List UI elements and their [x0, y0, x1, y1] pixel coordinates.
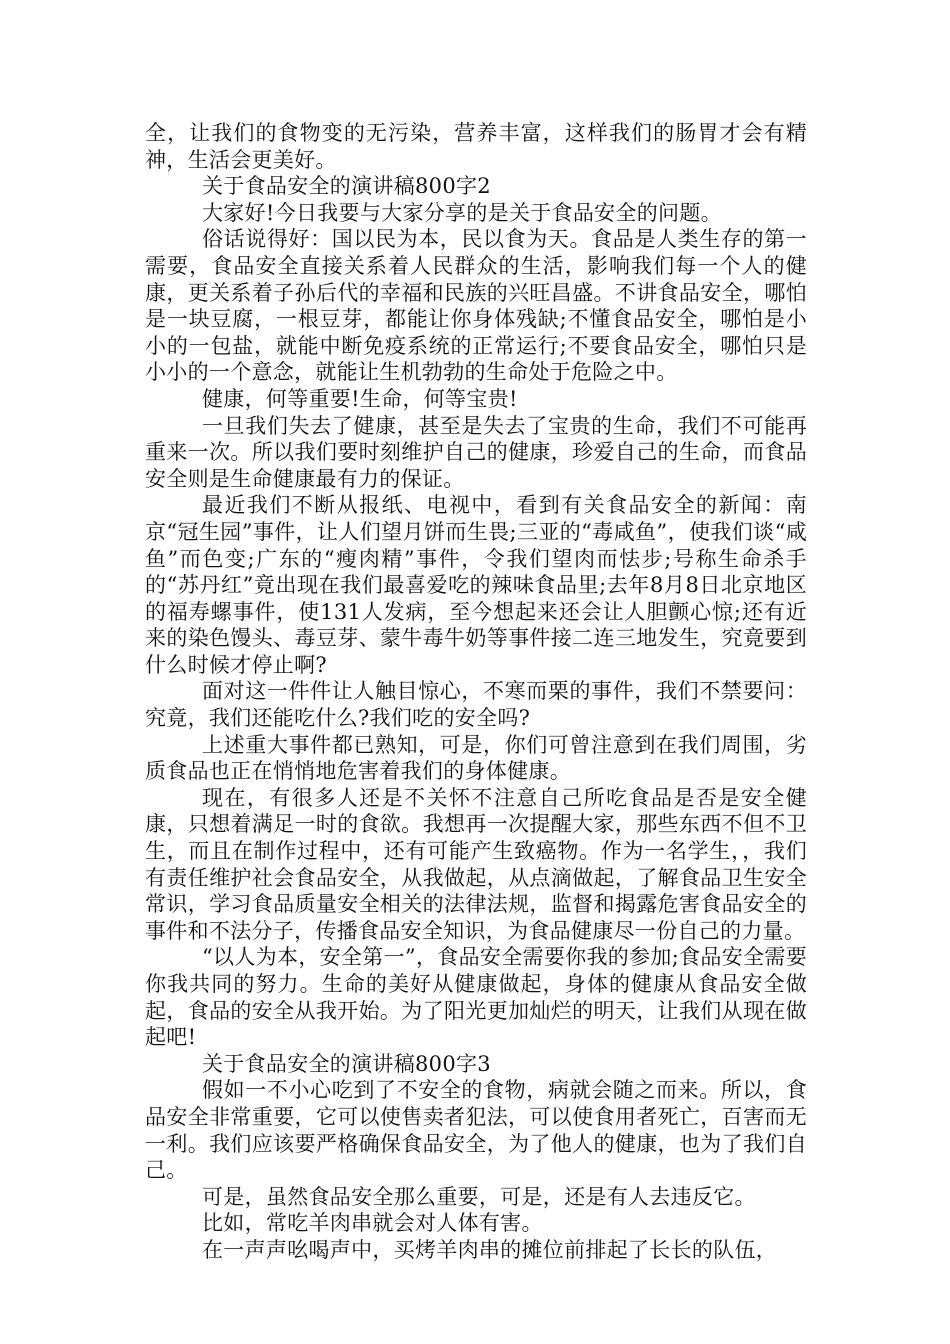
paragraph: 关于食品安全的演讲稿800字3	[202, 1051, 491, 1076]
paragraph: 面对这一件件让人触目惊心，不寒而栗的事件，我们不禁要问：究竟，我们还能吃什么?我们吃的安全吗?	[145, 679, 807, 731]
paragraph: 假如一不小心吃到了不安全的食物，病就会随之而来。所以，食品安全非常重要，它可以使售卖者犯法，可以使食用者死亡，百害而无一利。我们应该要严格确保食品安全，为了他人的健康，也为了我们自己。	[145, 1078, 807, 1183]
paragraph: 俗话说得好：国以民为本，民以食为天。食品是人类生存的第一需要，食品安全直接关系着人民群众的生活，影响我们每一个人的健康，更关系着子孙后代的幸福和民族的兴旺昌盛。不讲食品安全，哪怕是一块豆腐，一根豆芽，都能让你身体残缺;不懂食品安全，哪怕是小小的一包盐，就能中断免疫系统的正常运行;不要食品安全，哪怕只是小小的一个意念，就能让生机勃勃的生命处于危险之中。	[145, 227, 807, 385]
paragraph: 最近我们不断从报纸、电视中，看到有关食品安全的新闻：南京“冠生园”事件，让人们望月饼而生畏;三亚的“毒咸鱼”，使我们谈“咸鱼”而色变;广东的“瘦肉精”事件，令我们望肉而怯步;号称生命杀手的“苏丹红”竟出现在我们最喜爱吃的辣味食品里;去年8月8日北京地区的福寿螺事件，使131人发病，至今想起来还会让人胆颤心惊;还有近来的染色馒头、毒豆芽、蒙牛毒牛奶等事件接二连三地发生，究竟要到什么时候才停止啊?	[145, 493, 807, 677]
paragraph: 全，让我们的食物变的无污染，营养丰富，这样我们的肠胃才会有精神，生活会更美好。	[145, 121, 807, 172]
paragraph: 一旦我们失去了健康，甚至是失去了宝贵的生命，我们不可能再重来一次。所以我们要时刻维护自己的健康，珍爱自己的生命，而食品安全则是生命健康最有力的保证。	[145, 413, 807, 491]
paragraph: 在一声声吆喝声中，买烤羊肉串的摊位前排起了长长的队伍，	[202, 1237, 778, 1262]
paragraph: 上述重大事件都已熟知，可是，你们可曾注意到在我们周围，劣质食品也正在悄悄地危害着我们的身体健康。	[145, 732, 807, 784]
paragraph: 比如，常吃羊肉串就会对人体有害。	[202, 1211, 543, 1236]
paragraph: 大家好!今日我要与大家分享的是关于食品安全的问题。	[202, 200, 722, 225]
paragraph: 关于食品安全的演讲稿800字2	[202, 174, 491, 199]
paragraph: 可是，虽然食品安全那么重要，可是，还是有人去违反它。	[202, 1184, 756, 1209]
paragraph: 健康，何等重要!生命，何等宝贵!	[202, 386, 518, 411]
paragraph: “以人为本，安全第一”，食品安全需要你我的参加;食品安全需要你我共同的努力。生命的美好从健康做起，身体的健康从食品安全做起，食品的安全从我开始。为了阳光更加灿烂的明天，让我们从现在做起吧!	[145, 945, 807, 1050]
document-page	[145, 120, 807, 1264]
paragraph: 现在，有很多人还是不关怀不注意自己所吃食品是否是安全健康，只想着满足一时的食欲。我想再一次提醒大家，那些东西不但不卫生，而且在制作过程中，还有可能产生致癌物。作为一名学生，，我们有责任维护社会食品安全，从我做起，从点滴做起，了解食品卫生安全常识，学习食品质量安全相关的法律法规，监督和揭露危害食品安全的事件和不法分子，传播食品安全知识，为食品健康尽一份自己的力量。	[145, 785, 807, 943]
